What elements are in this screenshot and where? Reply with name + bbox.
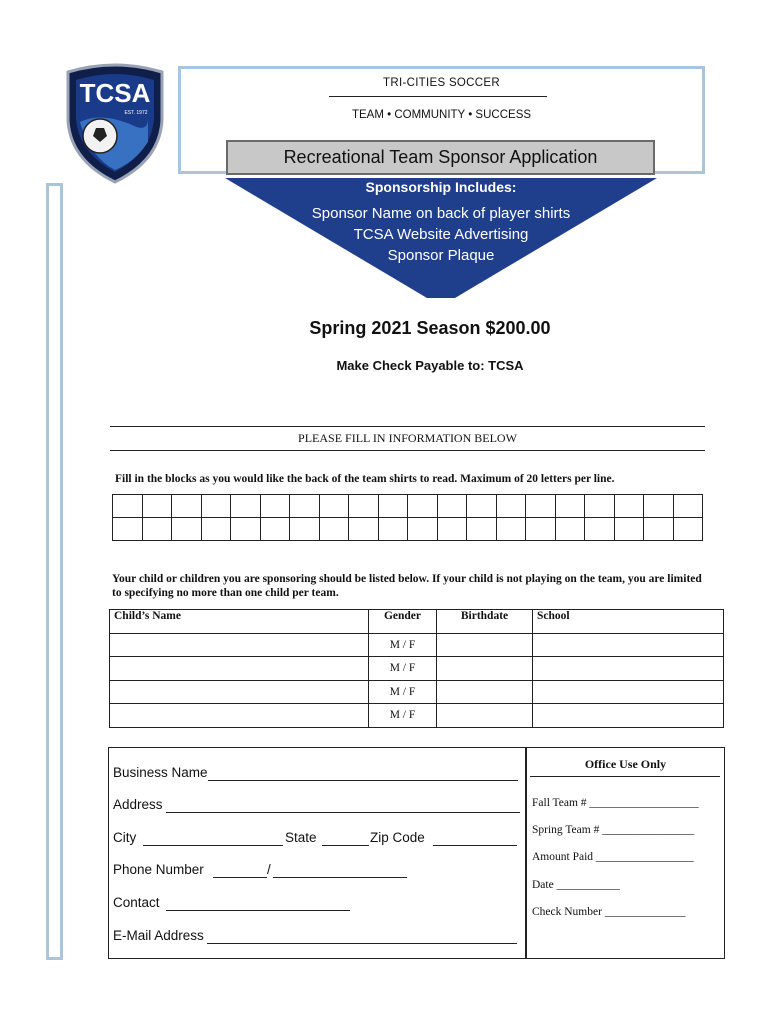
letter-box[interactable] bbox=[319, 495, 349, 518]
child-name-cell[interactable] bbox=[110, 633, 369, 657]
amount-paid-field[interactable]: Amount Paid _________________ bbox=[532, 851, 694, 863]
letter-box[interactable] bbox=[378, 518, 408, 541]
letter-box[interactable] bbox=[290, 495, 320, 518]
letter-box[interactable] bbox=[467, 518, 497, 541]
letter-box[interactable] bbox=[555, 495, 585, 518]
check-number-field[interactable]: Check Number ______________ bbox=[532, 906, 686, 918]
zip-label: Zip Code bbox=[370, 830, 425, 845]
phone-number-field[interactable] bbox=[273, 877, 407, 878]
letter-box[interactable] bbox=[408, 518, 438, 541]
gender-cell[interactable]: M / F bbox=[369, 680, 437, 704]
child-table-header bbox=[110, 610, 724, 634]
sponsorship-item: Sponsor Plaque bbox=[387, 247, 495, 264]
letter-box[interactable] bbox=[113, 518, 143, 541]
shirt-letter-grid bbox=[112, 494, 703, 541]
letter-box[interactable] bbox=[644, 495, 674, 518]
logo-est-text: EST. 1972 bbox=[124, 110, 148, 116]
child-note: Your child or children you are sponsoring should be listed below. If your child is not playing on the team, you are limited to specifying no more than one child per team. bbox=[112, 573, 702, 599]
letter-box[interactable] bbox=[614, 495, 644, 518]
letter-box[interactable] bbox=[260, 495, 290, 518]
letter-box[interactable] bbox=[172, 495, 202, 518]
letter-box[interactable] bbox=[408, 495, 438, 518]
letter-box[interactable] bbox=[496, 518, 526, 541]
letter-box[interactable] bbox=[614, 518, 644, 541]
office-title-underline bbox=[530, 776, 720, 777]
birthdate-cell[interactable] bbox=[437, 657, 533, 681]
letter-box[interactable] bbox=[644, 518, 674, 541]
business-name-label: Business Name bbox=[113, 765, 208, 780]
gender-cell[interactable]: M / F bbox=[369, 633, 437, 657]
child-table bbox=[109, 609, 724, 728]
letter-box[interactable] bbox=[673, 495, 703, 518]
table-row bbox=[110, 633, 724, 657]
letter-box[interactable] bbox=[526, 518, 556, 541]
child-name-cell[interactable] bbox=[110, 680, 369, 704]
left-border-bar bbox=[46, 183, 63, 960]
phone-label: Phone Number bbox=[113, 862, 204, 877]
city-field[interactable] bbox=[143, 845, 283, 846]
state-label: State bbox=[285, 830, 317, 845]
header-gender: Gender bbox=[369, 610, 437, 634]
letter-box[interactable] bbox=[172, 518, 202, 541]
school-cell[interactable] bbox=[533, 680, 724, 704]
letter-box[interactable] bbox=[231, 495, 261, 518]
header-school: School bbox=[533, 610, 724, 634]
table-row bbox=[110, 657, 724, 681]
letter-box[interactable] bbox=[378, 495, 408, 518]
letter-row-2 bbox=[113, 518, 703, 541]
letter-box[interactable] bbox=[349, 518, 379, 541]
letter-box[interactable] bbox=[585, 518, 615, 541]
letter-box[interactable] bbox=[673, 518, 703, 541]
office-use-title: Office Use Only bbox=[584, 757, 667, 771]
letter-box[interactable] bbox=[201, 518, 231, 541]
tcsa-logo bbox=[60, 62, 170, 184]
school-cell[interactable] bbox=[533, 657, 724, 681]
letter-box[interactable] bbox=[231, 518, 261, 541]
contact-field[interactable] bbox=[166, 910, 350, 911]
letter-box[interactable] bbox=[290, 518, 320, 541]
letter-box[interactable] bbox=[113, 495, 143, 518]
page-title: Recreational Team Sponsor Application bbox=[226, 140, 655, 175]
birthdate-cell[interactable] bbox=[437, 680, 533, 704]
letter-box[interactable] bbox=[349, 495, 379, 518]
shirt-instructions: Fill in the blocks as you would like the back of the team shirts to read. Maximum of 20 letters per line. bbox=[115, 473, 615, 485]
gender-cell[interactable]: M / F bbox=[369, 657, 437, 681]
letter-box[interactable] bbox=[496, 495, 526, 518]
email-label: E-Mail Address bbox=[113, 928, 204, 943]
address-label: Address bbox=[113, 797, 163, 812]
phone-separator: / bbox=[267, 862, 271, 877]
tagline: TEAM • COMMUNITY • SUCCESS bbox=[351, 109, 532, 121]
season-price: Spring 2021 Season $200.00 bbox=[309, 318, 551, 338]
letter-box[interactable] bbox=[142, 518, 172, 541]
letter-row-1 bbox=[113, 495, 703, 518]
email-field[interactable] bbox=[207, 943, 517, 944]
header-child-name: Child’s Name bbox=[110, 610, 369, 634]
gender-cell[interactable]: M / F bbox=[369, 704, 437, 728]
city-label: City bbox=[113, 830, 137, 845]
header-birthdate: Birthdate bbox=[437, 610, 533, 634]
birthdate-cell[interactable] bbox=[437, 704, 533, 728]
org-name: TRI-CITIES SOCCER bbox=[383, 77, 500, 89]
divider-top bbox=[110, 426, 705, 427]
fill-info-heading: PLEASE FILL IN INFORMATION BELOW bbox=[298, 431, 517, 445]
zip-field[interactable] bbox=[433, 845, 517, 846]
sponsorship-heading: Sponsorship Includes: bbox=[365, 179, 517, 195]
divider-bottom bbox=[110, 450, 705, 451]
sponsorship-item: TCSA Website Advertising bbox=[353, 226, 529, 243]
school-cell[interactable] bbox=[533, 633, 724, 657]
letter-box[interactable] bbox=[526, 495, 556, 518]
header-divider bbox=[329, 96, 547, 97]
date-field[interactable]: Date ___________ bbox=[532, 879, 620, 891]
letter-box[interactable] bbox=[142, 495, 172, 518]
birthdate-cell[interactable] bbox=[437, 633, 533, 657]
letter-box[interactable] bbox=[319, 518, 349, 541]
letter-box[interactable] bbox=[555, 518, 585, 541]
address-field[interactable] bbox=[166, 812, 520, 813]
logo-text: TCSA bbox=[79, 78, 151, 108]
letter-box[interactable] bbox=[260, 518, 290, 541]
letter-box[interactable] bbox=[437, 495, 467, 518]
phone-area-field[interactable] bbox=[213, 877, 267, 878]
table-row bbox=[110, 680, 724, 704]
contact-label: Contact bbox=[113, 895, 160, 910]
child-name-cell[interactable] bbox=[110, 704, 369, 728]
business-name-field[interactable] bbox=[208, 780, 518, 781]
table-row bbox=[110, 704, 724, 728]
sponsorship-item: Sponsor Name on back of player shirts bbox=[311, 205, 571, 222]
school-cell[interactable] bbox=[533, 704, 724, 728]
letter-box[interactable] bbox=[585, 495, 615, 518]
letter-box[interactable] bbox=[467, 495, 497, 518]
state-field[interactable] bbox=[322, 845, 369, 846]
fall-team-field[interactable]: Fall Team # ___________________ bbox=[532, 797, 699, 809]
letter-box[interactable] bbox=[437, 518, 467, 541]
payable-note: Make Check Payable to: TCSA bbox=[336, 358, 524, 373]
letter-box[interactable] bbox=[201, 495, 231, 518]
child-name-cell[interactable] bbox=[110, 657, 369, 681]
spring-team-field[interactable]: Spring Team # ________________ bbox=[532, 824, 695, 836]
